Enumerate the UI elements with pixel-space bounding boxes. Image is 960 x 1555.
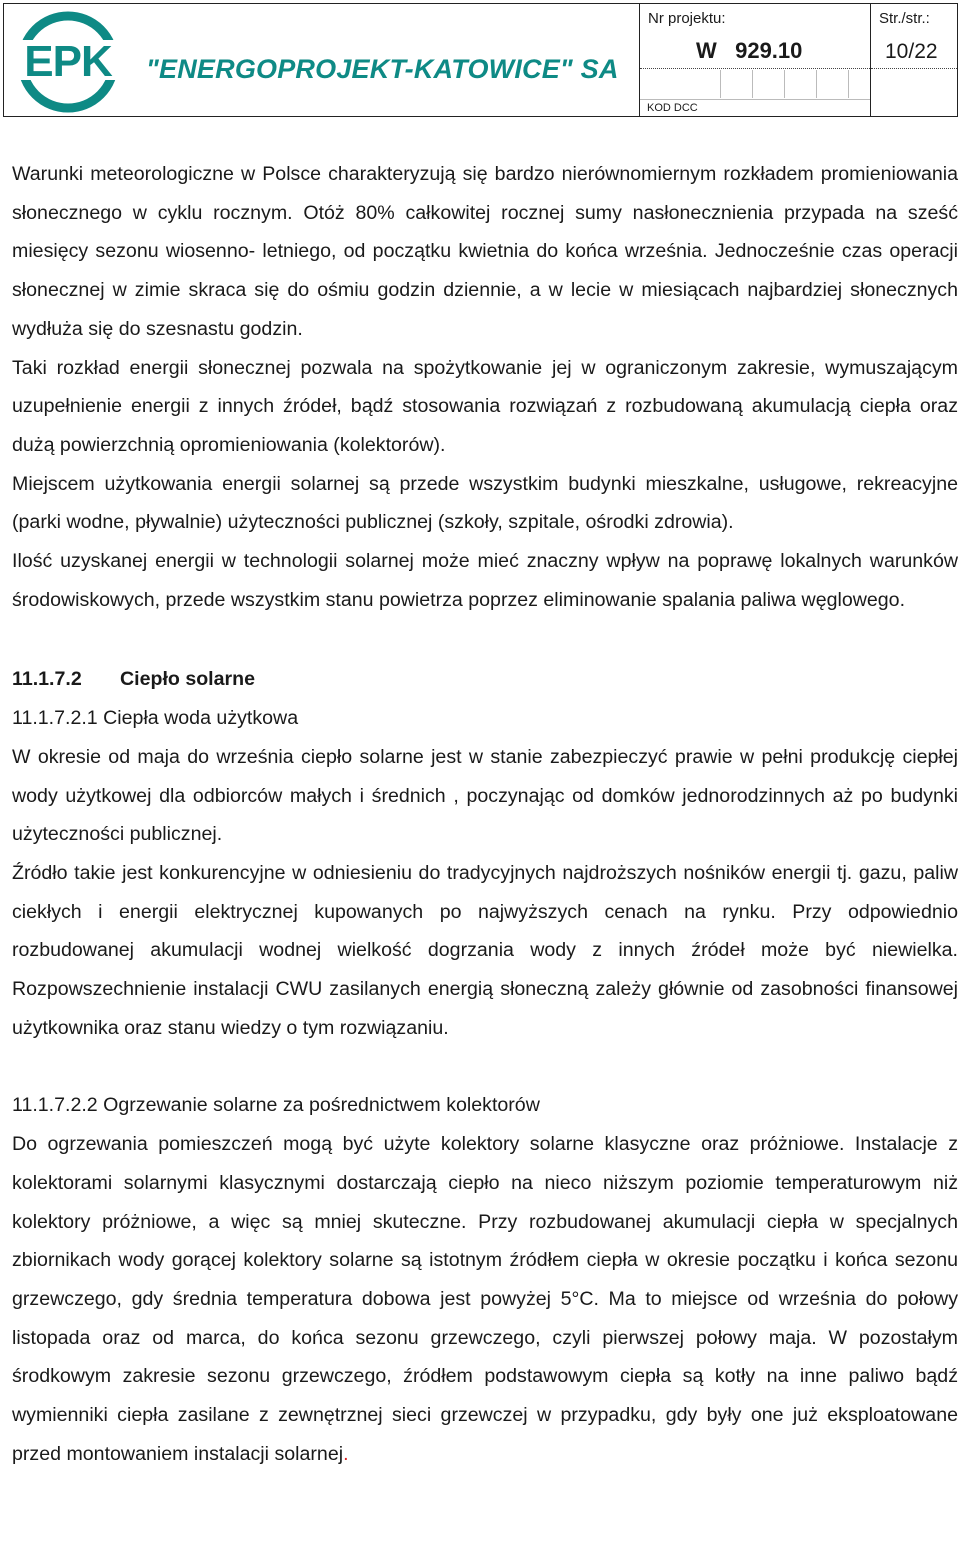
- paragraph: Taki rozkład energii słonecznej pozwala na spożytkowanie jej w ograniczonym zakresie, wymuszającym uzupełnienie energii z innych źródeł, bądź stosowania rozwiązań z rozbudowaną akumulacją ciepła oraz dużą powierzchnią opromieniowania (kolektorów).: [12, 356, 958, 456]
- section-number: 11.1.7.2: [12, 668, 82, 691]
- paragraph-text: Do ogrzewania pomieszczeń mogą być użyte kolektory solarne klasyczne oraz próżniowe. Instalacje z kolektorami solarnymi klasycznymi dostarczają ciepło na nieco niższym poziomie temperaturowym niż kolektory próżniowe, a więc są mniej skuteczne. Przy rozbudowanej akumulacji ciepła w specjalnych zbiornikach wody gorącej kolektory solarne są istotnym źródłem ciepła w okresie początku i końca sezonu grzewczego, gdy średnia temperatura dobowa jest powyżej 5°C. Ma to miejsce od września do połowy listopada oraz od marca, do końca sezonu grzewczego, czyli pierwszej połowy maja. W pozostałym środkowym zakresie sezonu grzewczego, źródłem podstawowym ciepła są kotły na inne paliwo bądź wymienniki ciepła zasilane z zewnętrznej sieci grzewczej w przypadku, gdy były one już eksploatowane przed montowaniem instalacji solarnej: [12, 1133, 958, 1465]
- paragraph: Miejscem użytkowania energii solarnej są przede wszystkim budynki mieszkalne, usługowe, rekreacyjne (parki wodne, pływalnie) użyteczności publicznej (szkoły, szpitale, ośrodki zdrowia).: [12, 472, 958, 534]
- end-mark: .: [343, 1442, 349, 1465]
- paragraph: W okresie od maja do września ciepło solarne jest w stanie zabezpieczyć prawie w pełni produkcję ciepłej wody użytkowej dla odbiorców małych i średnich , poczynając od domków jednorodzinnych aż po budynki użyteczności publicznej.: [12, 745, 958, 846]
- project-number: W 929.10: [696, 38, 803, 63]
- document-header: [3, 3, 958, 117]
- svg-text:EPK: EPK: [24, 37, 112, 86]
- subsection-heading: 11.1.7.2.2 Ogrzewanie solarne za pośrednictwem kolektorów: [12, 1094, 540, 1117]
- section-title: Ciepło solarne: [120, 668, 256, 691]
- company-logo-cell: [4, 4, 640, 116]
- divider: [871, 68, 957, 69]
- paragraph: [12, 1125, 958, 1473]
- divider: [640, 99, 870, 100]
- paragraph: Warunki meteorologiczne w Polsce charakteryzują się bardzo nierównomiernym rozkładem promieniowania słonecznego w cyklu rocznym. Otóż 80% całkowitej rocznej sumy nasłonecznienia przypada na sześć miesięcy sezonu wiosenno- letniego, od początku kwietnia do końca września. Jednocześnie czas operacji słonecznej w zimie skraca się do ośmiu godzin dziennie, a w lecie w miesiącach najbardziej słonecznych wydłuża się do szesnastu godzin.: [12, 163, 958, 340]
- project-number-label: Nr projektu:: [648, 10, 726, 27]
- spacer: [12, 619, 958, 660]
- kod-dcc-boxes: [640, 70, 870, 98]
- page-number-label: Str./str.:: [879, 10, 930, 27]
- page-number-cell: [871, 4, 957, 116]
- paragraph: Źródło takie jest konkurencyjne w odniesieniu do tradycyjnych najdroższych nośników energii tj. gazu, paliw ciekłych i energii elektrycznej kupowanych po najwyższych cenach na rynku. Przy odpowiednio rozbudowanej akumulacji wodnej wielkość dogrzania wody z innych źródeł może być niewielka. Rozpowszechnienie instalacji CWU zasilanych energią słoneczną zależy głównie od zasobności finansowej użytkownika oraz stanu wiedzy o tym rozwiązaniu.: [12, 861, 958, 1039]
- company-name: "ENERGOPROJEKT-KATOWICE" SA: [146, 54, 619, 84]
- subsection-heading: 11.1.7.2.1 Ciepła woda użytkowa: [12, 707, 299, 730]
- paragraph: Ilość uzyskanej energii w technologii solarnej może mieć znaczny wpływ na poprawę lokalnych warunków środowiskowych, przede wszystkim stanu powietrza poprzez eliminowanie spalania paliwa węglowego.: [12, 550, 958, 611]
- project-number-cell: [640, 4, 871, 116]
- epk-logo: [12, 10, 124, 114]
- section-heading: [12, 660, 958, 699]
- page-number: 10/22: [885, 40, 938, 63]
- spacer: [12, 1047, 958, 1086]
- divider: [640, 68, 870, 69]
- kod-dcc-label: KOD DCC: [647, 102, 698, 114]
- document-body: [12, 155, 958, 1474]
